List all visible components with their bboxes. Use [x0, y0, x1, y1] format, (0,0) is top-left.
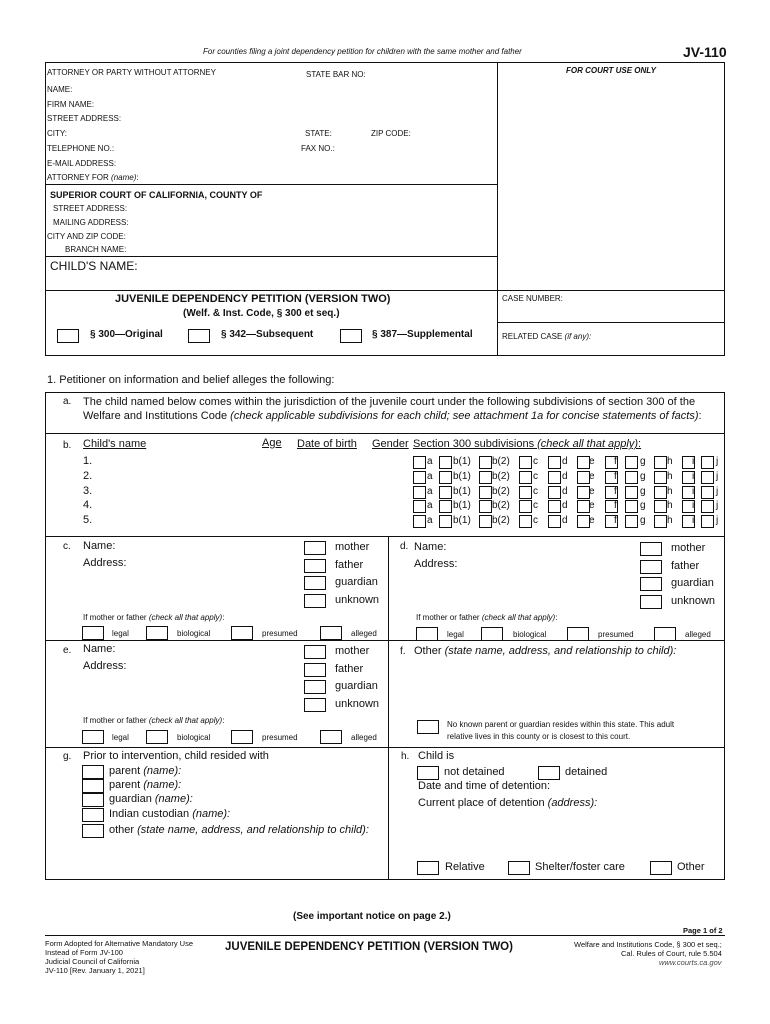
parent_e-biological-checkbox[interactable]: [146, 730, 168, 744]
item1f-text[interactable]: Other (state name, address, and relationship to child):: [414, 645, 677, 657]
other-placement-label: Other: [677, 861, 705, 873]
subdivision-checkbox[interactable]: [519, 456, 532, 469]
detention-place-label[interactable]: Current place of detention (address):: [418, 797, 598, 809]
subdivision-checkbox[interactable]: [654, 515, 667, 528]
e-name-label[interactable]: Name:: [83, 643, 116, 655]
h-intro: Child is: [418, 750, 455, 762]
item1c-label: c.: [63, 541, 71, 552]
subdivision-checkbox[interactable]: [701, 486, 714, 499]
item1-intro: 1. Petitioner on information and belief alleges the following:: [47, 374, 335, 386]
subdivision-label: h: [667, 485, 673, 497]
court-mailing-label[interactable]: MAILING ADDRESS:: [53, 218, 129, 227]
child-row-number: 5.: [83, 514, 93, 527]
item1c-rule: [45, 536, 725, 537]
parent_d-father-checkbox[interactable]: [640, 560, 662, 574]
parent_d-unknown-checkbox[interactable]: [640, 595, 662, 609]
footer-rule: [45, 935, 725, 936]
subdivision-label: b(2): [492, 485, 510, 497]
gh-divider: [388, 747, 389, 880]
not-detained-label: not detained: [444, 766, 505, 778]
subdivision-label: e: [589, 456, 595, 467]
subdivision-label: g: [640, 470, 646, 482]
attorney-zip-label[interactable]: ZIP CODE:: [371, 129, 411, 138]
subdivision-label: c: [533, 485, 538, 497]
parent_d-mother-checkbox[interactable]: [640, 542, 662, 556]
item1b-rule: [45, 433, 725, 434]
parent_c-mother-checkbox[interactable]: [304, 541, 326, 555]
shelter-label: Shelter/foster care: [535, 861, 625, 873]
parent_e-guardian-label: guardian: [335, 680, 378, 692]
subdivision-label: j: [716, 500, 719, 512]
subdivision-label: c: [533, 456, 538, 467]
subdivision-checkbox[interactable]: [479, 515, 492, 528]
form-id: JV-110: [683, 44, 727, 60]
important-notice: (See important notice on page 2.): [293, 911, 451, 922]
g-parent2-label: parent (name):: [109, 779, 182, 791]
parent_d-presumed-checkbox[interactable]: [567, 627, 589, 641]
subdivision-checkbox[interactable]: [439, 486, 452, 499]
parent_d-biological-label: biological: [513, 630, 547, 639]
subdivision-label: g: [640, 515, 646, 527]
court-use-divider: [497, 62, 498, 356]
subdivision-label: i: [692, 456, 695, 467]
parent_c-guardian-checkbox[interactable]: [304, 576, 326, 590]
no-parent-checkbox[interactable]: [417, 720, 439, 734]
petition-title-rule: [45, 290, 725, 291]
subdivision-checkbox[interactable]: [625, 456, 638, 469]
shelter-checkbox[interactable]: [508, 861, 530, 875]
c-if-note: If mother or father (check all that apply):: [83, 613, 225, 622]
e-if-note: If mother or father (check all that apply):: [83, 716, 225, 725]
attorney-state-label[interactable]: STATE:: [305, 129, 332, 138]
subdivision-label: f: [614, 515, 617, 527]
subdivision-checkbox[interactable]: [413, 500, 426, 513]
subdivision-checkbox[interactable]: [548, 486, 561, 499]
subdivision-label: d: [562, 485, 568, 497]
child-row-number: 2.: [83, 469, 93, 482]
g-other-checkbox[interactable]: [82, 824, 104, 838]
code-reference: Welfare and Institutions Code, § 300 et seq.;: [574, 940, 722, 949]
parent_e-legal-label: legal: [112, 733, 129, 742]
subdivision-label: a: [427, 500, 433, 512]
parent_d-legal-label: legal: [447, 630, 464, 639]
other-placement-checkbox[interactable]: [650, 861, 672, 875]
g-parent1-label: parent (name):: [109, 765, 182, 777]
subdivision-label: i: [692, 485, 695, 497]
d-if-note: If mother or father (check all that apply):: [416, 613, 558, 622]
parent_e-father-label: father: [335, 662, 364, 675]
attorney-city-label[interactable]: CITY:: [47, 129, 68, 138]
subdivision-checkbox[interactable]: [413, 471, 426, 484]
subdivision-label: d: [562, 515, 568, 527]
subdivision-label: b(1): [453, 515, 471, 527]
right-rule: [724, 62, 725, 356]
parent_c-unknown-label: unknown: [335, 593, 380, 606]
detained-label: detained: [565, 766, 608, 778]
parent_e-alleged-checkbox[interactable]: [320, 730, 342, 744]
adopted-line2: Instead of Form JV-100: [45, 948, 123, 957]
fax-label[interactable]: FAX NO.:: [301, 144, 335, 153]
parent_d-guardian-label: guardian: [671, 577, 714, 589]
subdivision-label: f: [614, 456, 617, 467]
childs-name-header: Child's name: [83, 438, 147, 450]
attorney-for-label[interactable]: ATTORNEY FOR (name):: [47, 173, 139, 182]
item1h-label: h.: [401, 751, 410, 762]
subdivision-label: e: [589, 470, 595, 482]
item1g-rule: [45, 747, 725, 748]
detained-checkbox[interactable]: [538, 766, 560, 780]
parent_d-unknown-label: unknown: [671, 594, 716, 607]
subdivision-label: b(2): [492, 456, 510, 467]
subdivision-label: g: [640, 485, 646, 497]
parent_e-unknown-checkbox[interactable]: [304, 698, 326, 712]
subdivision-label: i: [692, 470, 695, 482]
subdivision-label: b(1): [453, 500, 471, 512]
parent_c-father-checkbox[interactable]: [304, 559, 326, 573]
parent_c-mother-label: mother: [335, 541, 370, 553]
courts-website[interactable]: www.courts.ca.gov: [659, 958, 722, 967]
adopted-line3: Judicial Council of California: [45, 957, 140, 966]
parent_e-presumed-label: presumed: [262, 733, 298, 742]
e-address-label[interactable]: Address:: [83, 660, 127, 672]
subdivision-label: j: [716, 456, 719, 467]
child-row-number: 4.: [83, 499, 93, 512]
subdivision-label: d: [562, 470, 568, 482]
parent_d-biological-checkbox[interactable]: [481, 627, 503, 641]
subdivision-label: j: [716, 515, 719, 527]
g-guardian-checkbox[interactable]: [82, 793, 104, 807]
subdivision-label: c: [533, 470, 538, 482]
subdivision-label: i: [692, 515, 695, 527]
top-rule: [45, 62, 725, 63]
attorney-title: ATTORNEY OR PARTY WITHOUT ATTORNEY: [47, 68, 216, 77]
item1e-label: e.: [63, 645, 72, 656]
subdivision-label: h: [667, 470, 673, 482]
parent_c-legal-checkbox[interactable]: [82, 626, 104, 640]
parent_e-guardian-checkbox[interactable]: [304, 680, 326, 694]
item1g-label: g.: [63, 751, 72, 762]
subdivision-checkbox[interactable]: [625, 471, 638, 484]
dob-header: Date of birth: [297, 438, 357, 450]
subdivision-checkbox[interactable]: [413, 456, 426, 469]
firm-name-label[interactable]: FIRM NAME:: [47, 100, 95, 109]
item1a-label: a.: [63, 396, 72, 407]
subdivision-label: b(2): [492, 500, 510, 512]
subdivision-label: i: [692, 500, 695, 512]
subdivision-label: f: [614, 485, 617, 497]
subdivision-checkbox[interactable]: [479, 486, 492, 499]
g-intro: Prior to intervention, child resided with: [83, 750, 269, 762]
left-rule: [45, 62, 46, 356]
subdivision-checkbox[interactable]: [625, 515, 638, 528]
child-name-rule: [45, 256, 497, 257]
subdivision-checkbox[interactable]: [654, 500, 667, 513]
subdivision-checkbox[interactable]: [413, 486, 426, 499]
subdivision-checkbox[interactable]: [654, 471, 667, 484]
subdivision-label: j: [716, 470, 719, 482]
item1a-line1: The child named below comes within the jurisdiction of the juvenile court under the following subdivisions of section 300 of the: [83, 396, 696, 408]
court-city-zip-label[interactable]: CITY AND ZIP CODE:: [47, 232, 126, 241]
subdivisions-header: Section 300 subdivisions (check all that apply):: [413, 438, 642, 450]
age-header: Age: [262, 437, 282, 449]
case-number-label[interactable]: CASE NUMBER:: [502, 294, 563, 303]
subdivision-label: b(1): [453, 470, 471, 482]
parent_d-father-label: father: [671, 559, 700, 572]
subsequent-label: § 342—Subsequent: [221, 329, 314, 340]
page-number: Page 1 of 2: [683, 926, 723, 935]
subdivision-checkbox[interactable]: [701, 456, 714, 469]
petition-subtitle: (Welf. & Inst. Code, § 300 et seq.): [183, 308, 340, 319]
adopted-line4: JV-110 [Rev. January 1, 2021]: [45, 966, 145, 975]
parent_c-unknown-checkbox[interactable]: [304, 594, 326, 608]
subdivision-label: g: [640, 500, 646, 512]
subdivision-label: a: [427, 485, 433, 497]
gender-header: Gender: [372, 438, 409, 450]
subdivision-label: h: [667, 456, 673, 467]
branch-name-label[interactable]: BRANCH NAME:: [65, 245, 127, 254]
subdivision-checkbox[interactable]: [479, 471, 492, 484]
parent_c-alleged-label: alleged: [351, 629, 377, 638]
subdivision-label: b(1): [453, 485, 471, 497]
subdivision-checkbox[interactable]: [413, 515, 426, 528]
petition-title: JUVENILE DEPENDENCY PETITION (VERSION TWO): [115, 293, 391, 305]
c-address-label[interactable]: Address:: [83, 557, 127, 569]
subdivision-label: b(2): [492, 470, 510, 482]
subdivision-checkbox[interactable]: [548, 515, 561, 528]
supplemental-checkbox[interactable]: [340, 329, 362, 343]
item1f-label: f.: [400, 646, 406, 657]
parent_d-alleged-checkbox[interactable]: [654, 627, 676, 641]
subdivision-label: j: [716, 485, 719, 497]
court-street-label[interactable]: STREET ADDRESS:: [53, 204, 128, 213]
related-case-label[interactable]: RELATED CASE (if any):: [502, 332, 592, 341]
subdivision-label: b(1): [453, 456, 471, 467]
subdivision-checkbox[interactable]: [519, 486, 532, 499]
subdivision-label: c: [533, 500, 538, 512]
relative-label: Relative: [445, 861, 485, 873]
subdivision-checkbox[interactable]: [701, 515, 714, 528]
subdivision-label: h: [667, 515, 673, 527]
parent_c-guardian-label: guardian: [335, 576, 378, 588]
no-parent-line1: No known parent or guardian resides within this state. This adult: [447, 720, 675, 729]
attorney-name-label[interactable]: NAME:: [47, 85, 73, 94]
relative-checkbox[interactable]: [417, 861, 439, 875]
subdivision-label: d: [562, 500, 568, 512]
court-use-label: FOR COURT USE ONLY: [566, 66, 656, 75]
parent_e-alleged-label: alleged: [351, 733, 377, 742]
item1b-label: b.: [63, 440, 72, 451]
subdivision-checkbox[interactable]: [625, 486, 638, 499]
g-parent1-checkbox[interactable]: [82, 765, 104, 779]
g-other-label: other (state name, address, and relationship to child):: [109, 824, 369, 836]
not-detained-checkbox[interactable]: [417, 766, 439, 780]
parent_e-biological-label: biological: [177, 733, 211, 742]
subdivision-label: d: [562, 456, 568, 467]
subdivision-checkbox[interactable]: [479, 500, 492, 513]
subdivision-checkbox[interactable]: [701, 471, 714, 484]
subsequent-checkbox[interactable]: [188, 329, 210, 343]
childs-name-label[interactable]: CHILD'S NAME:: [50, 259, 138, 273]
court-title: SUPERIOR COURT OF CALIFORNIA, COUNTY OF: [50, 190, 263, 200]
attorney-street-label[interactable]: STREET ADDRESS:: [47, 114, 122, 123]
cd-divider: [388, 536, 389, 748]
parent_c-presumed-label: presumed: [262, 629, 298, 638]
supplemental-label: § 387—Supplemental: [372, 329, 473, 340]
g-indian-custodian-checkbox[interactable]: [82, 808, 104, 822]
parent_c-biological-checkbox[interactable]: [146, 626, 168, 640]
parent_e-father-checkbox[interactable]: [304, 663, 326, 677]
parent_d-mother-label: mother: [671, 542, 706, 554]
subdivision-label: f: [614, 500, 617, 512]
parent_c-legal-label: legal: [112, 629, 129, 638]
footer-title: JUVENILE DEPENDENCY PETITION (VERSION TWO): [225, 941, 513, 953]
parent_d-presumed-label: presumed: [598, 630, 634, 639]
no-parent-line2: relative lives in this county or is closest to this court.: [447, 732, 631, 741]
joint-petition-notice: For counties filing a joint dependency petition for children with the same mother and father: [203, 47, 522, 56]
subdivision-label: e: [589, 500, 595, 512]
parent_c-father-label: father: [335, 558, 364, 571]
parent_e-mother-checkbox[interactable]: [304, 645, 326, 659]
state-bar-label: STATE BAR NO:: [306, 70, 366, 79]
subdivision-checkbox[interactable]: [519, 471, 532, 484]
subdivision-label: c: [533, 515, 538, 527]
subdivision-checkbox[interactable]: [625, 500, 638, 513]
subdivision-checkbox[interactable]: [439, 515, 452, 528]
item1a-line2: Welfare and Institutions Code (check applicable subdivisions for each child; see attachment 1a for concise statements of facts):: [83, 410, 702, 422]
g-guardian-label: guardian (name):: [109, 793, 193, 805]
child-row-number: 1.: [83, 455, 93, 467]
subdivision-label: a: [427, 515, 433, 527]
subdivision-label: e: [589, 485, 595, 497]
parent_d-alleged-label: alleged: [685, 630, 711, 639]
parent_c-alleged-checkbox[interactable]: [320, 626, 342, 640]
subdivision-checkbox[interactable]: [439, 500, 452, 513]
adopted-line1: Form Adopted for Alternative Mandatory Use: [45, 939, 193, 948]
original-checkbox[interactable]: [57, 329, 79, 343]
subdivision-checkbox[interactable]: [701, 500, 714, 513]
subdivision-checkbox[interactable]: [654, 486, 667, 499]
detention-date-label[interactable]: Date and time of detention:: [418, 780, 551, 792]
subdivision-label: a: [427, 456, 433, 467]
court-block-rule: [45, 184, 497, 185]
c-name-label[interactable]: Name:: [83, 540, 116, 552]
header-bottom-rule: [45, 355, 725, 356]
subdivision-checkbox[interactable]: [439, 456, 452, 469]
parent_e-mother-label: mother: [335, 645, 370, 657]
subdivision-label: e: [589, 515, 595, 527]
related-case-rule: [497, 322, 725, 323]
subdivision-checkbox[interactable]: [654, 456, 667, 469]
subdivision-checkbox[interactable]: [548, 500, 561, 513]
subdivision-checkbox[interactable]: [479, 456, 492, 469]
parent_d-guardian-checkbox[interactable]: [640, 577, 662, 591]
subdivision-label: h: [667, 500, 673, 512]
g-parent2-checkbox[interactable]: [82, 779, 104, 793]
parent_e-presumed-checkbox[interactable]: [231, 730, 253, 744]
subdivision-checkbox[interactable]: [519, 515, 532, 528]
subdivision-checkbox[interactable]: [548, 471, 561, 484]
subdivision-checkbox[interactable]: [548, 456, 561, 469]
parent_e-legal-checkbox[interactable]: [82, 730, 104, 744]
d-name-label[interactable]: Name:: [414, 541, 447, 553]
subdivision-label: g: [640, 456, 646, 467]
parent_c-presumed-checkbox[interactable]: [231, 626, 253, 640]
rules-reference: Cal. Rules of Court, rule 5.504: [621, 949, 722, 958]
parent_d-legal-checkbox[interactable]: [416, 627, 438, 641]
child-row-number: 3.: [83, 484, 93, 497]
original-label: § 300—Original: [90, 329, 163, 340]
subdivision-label: a: [427, 470, 433, 482]
parent_e-unknown-label: unknown: [335, 697, 380, 710]
subdivision-label: b(2): [492, 515, 510, 527]
item1e-rule: [45, 640, 725, 641]
item1d-label: d.: [400, 541, 409, 552]
d-address-label[interactable]: Address:: [414, 558, 458, 570]
g-indian-custodian-label: Indian custodian (name):: [109, 808, 231, 820]
subdivision-label: f: [614, 470, 617, 482]
telephone-label[interactable]: TELEPHONE NO.:: [47, 144, 115, 153]
parent_c-biological-label: biological: [177, 629, 211, 638]
email-label[interactable]: E-MAIL ADDRESS:: [47, 159, 117, 168]
subdivision-checkbox[interactable]: [519, 500, 532, 513]
subdivision-checkbox[interactable]: [439, 471, 452, 484]
